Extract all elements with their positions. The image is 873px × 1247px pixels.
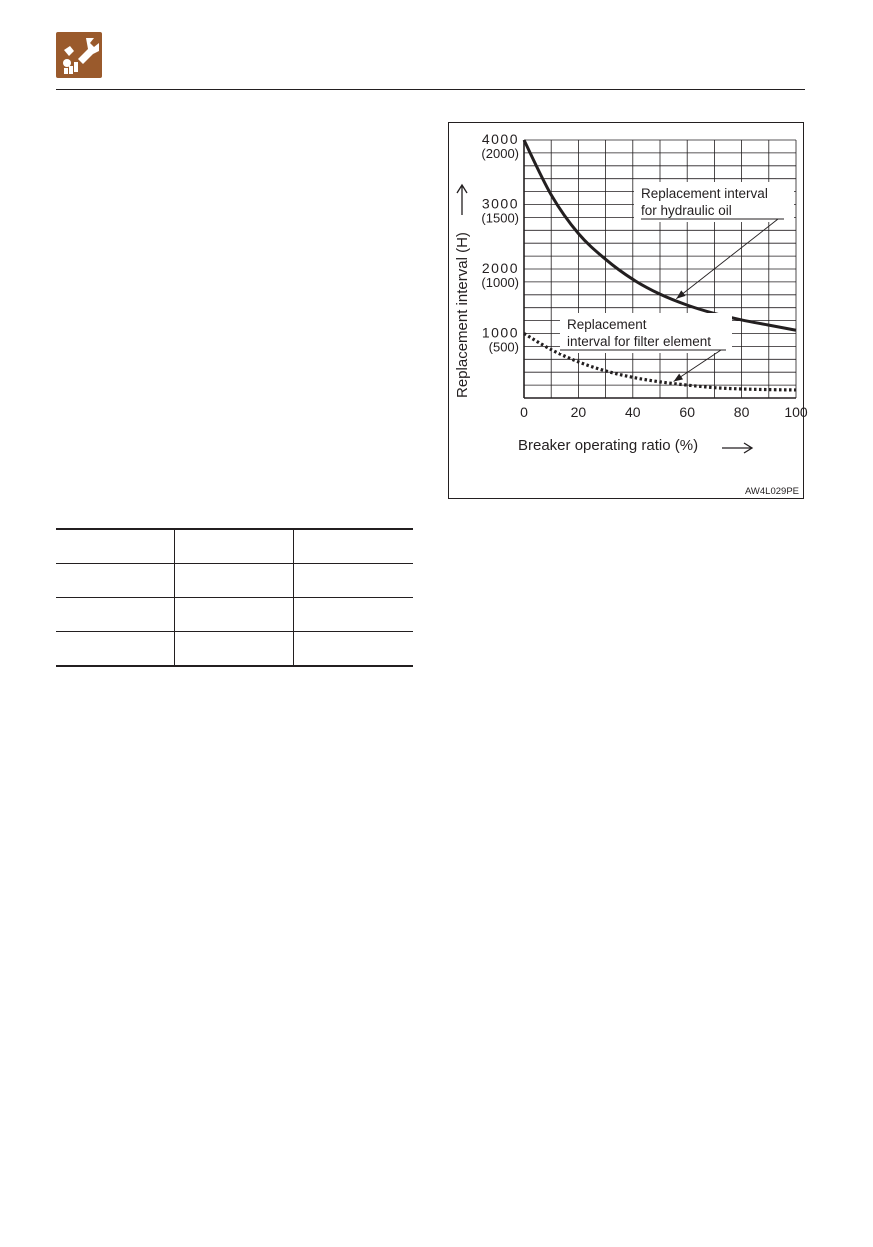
x-axis-label: Breaker operating ratio (%)	[518, 437, 699, 454]
table-cell	[175, 529, 294, 564]
x-tick-label: 40	[625, 404, 641, 420]
y-tick-sublabel: (2000)	[481, 146, 519, 161]
y-tick-sublabel: (1000)	[481, 275, 519, 290]
table-row	[56, 564, 413, 598]
header-rule	[56, 89, 805, 90]
maintenance-wrench-icon	[56, 32, 102, 78]
y-tick-label: 2000	[481, 260, 519, 276]
table-cell	[294, 564, 414, 598]
y-axis-label: Replacement interval (H)	[454, 232, 471, 398]
table-row	[56, 632, 413, 667]
annotation-label: Replacement	[567, 317, 647, 332]
table-cell	[56, 598, 175, 632]
y-tick-label: 3000	[481, 195, 519, 212]
x-tick-label: 100	[784, 404, 808, 420]
table-row	[56, 598, 413, 632]
table-cell	[175, 598, 294, 632]
replacement-interval-chart	[448, 122, 808, 499]
data-table	[56, 528, 413, 667]
table-row	[56, 529, 413, 564]
table-cell	[56, 564, 175, 598]
table-cell	[56, 529, 175, 564]
table-cell	[294, 529, 414, 564]
table-cell	[175, 564, 294, 598]
y-tick-label: 1000	[481, 324, 519, 341]
y-tick-label: 4000	[481, 131, 519, 147]
x-tick-label: 0	[520, 404, 528, 420]
annotation-arrowhead-icon	[674, 374, 683, 382]
x-tick-label: 80	[733, 404, 750, 420]
table-cell	[56, 632, 175, 667]
figure-code: AW4L029PE	[744, 486, 799, 497]
table-cell	[294, 632, 414, 667]
table-cell	[175, 632, 294, 667]
y-axis-arrow-icon	[457, 185, 467, 215]
annotation-leader-line	[676, 219, 778, 299]
y-tick-sublabel: (1500)	[481, 210, 519, 226]
annotation-label: for hydraulic oil	[641, 203, 732, 218]
x-tick-label: 60	[679, 404, 695, 420]
x-axis-arrow-icon	[722, 443, 752, 453]
y-tick-sublabel: (500)	[488, 339, 519, 355]
table-cell	[294, 598, 414, 632]
annotation-label: interval for filter element	[567, 334, 712, 349]
annotation-label: Replacement interval	[641, 186, 768, 201]
x-tick-label: 20	[570, 404, 587, 420]
